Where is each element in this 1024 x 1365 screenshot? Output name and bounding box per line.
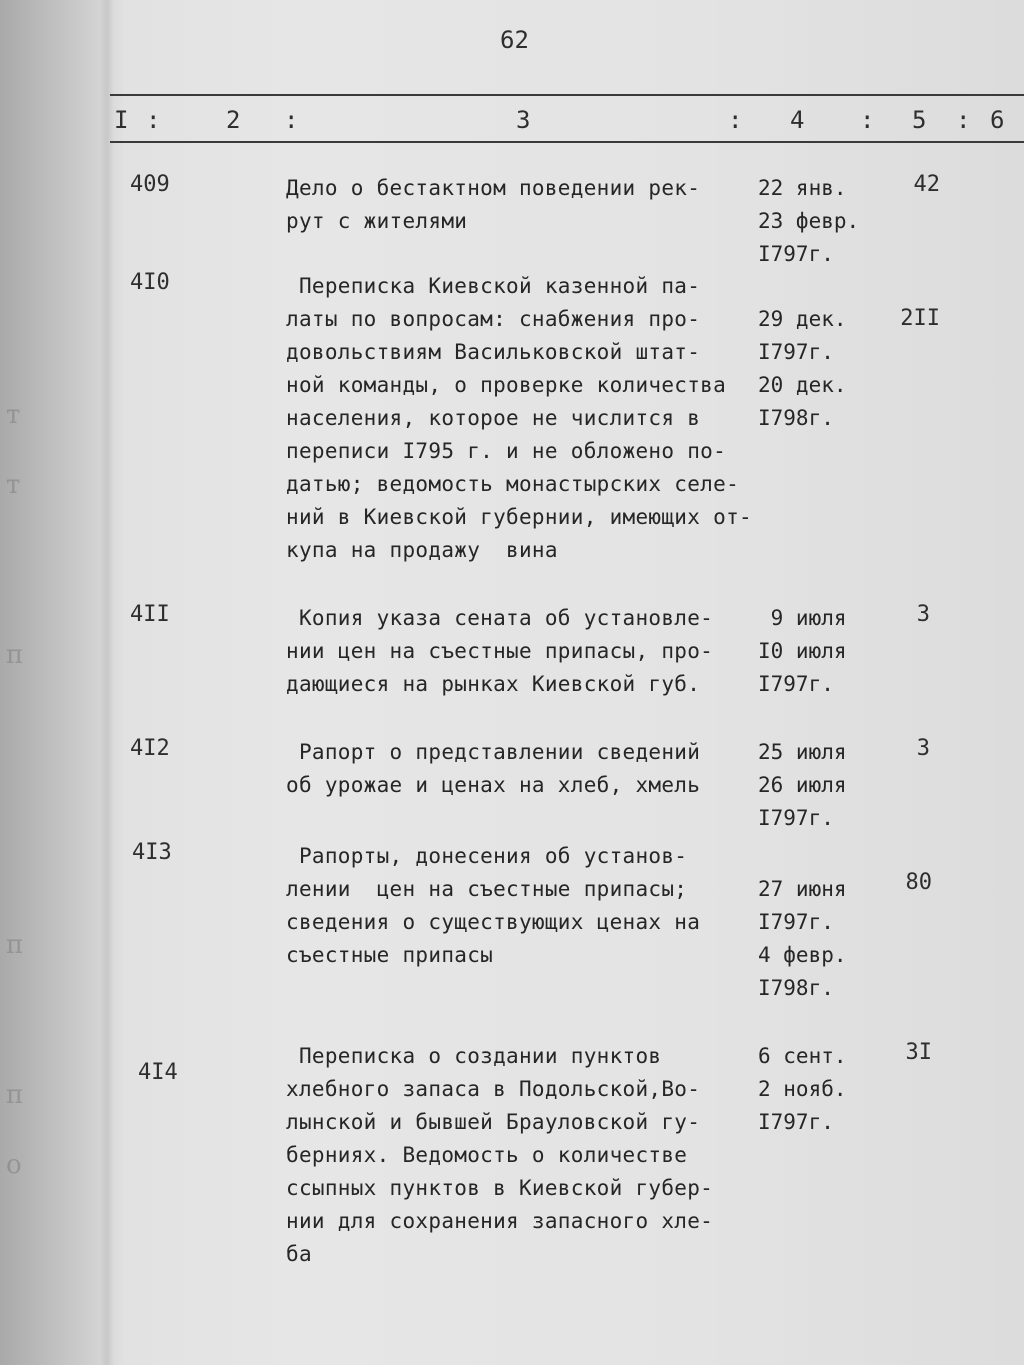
entry-dates: 27 июня I797г. 4 февр. I798г.: [758, 877, 847, 1000]
column-header-1: I: [114, 106, 129, 134]
column-header-5: 5: [912, 106, 927, 134]
bleed-mark: п: [6, 930, 24, 960]
column-separator: :: [728, 106, 743, 134]
column-separator: :: [146, 106, 161, 134]
entry-title: Копия указа сената об установле- нии цен на съестные припасы, про- дающиеся на рынках Киевской губ.: [286, 606, 714, 696]
column-header-6: 6: [990, 106, 1005, 134]
entry-sheet-count: 42: [913, 172, 940, 197]
entry-number: 4I4: [138, 1060, 178, 1085]
bleed-mark: т: [6, 470, 21, 500]
bleed-mark: о: [6, 1150, 22, 1180]
entry-dates: 9 июля I0 июля I797г.: [758, 606, 847, 696]
header-top-rule: [110, 94, 1024, 96]
page-number: 62: [500, 26, 529, 54]
entry-number: 4I3: [132, 840, 172, 865]
entry-dates: 6 сент. 2 нояб. I797г.: [758, 1044, 847, 1134]
entry-number: 4I2: [130, 736, 170, 761]
column-header-3: 3: [516, 106, 531, 134]
entry-dates: 22 янв. 23 февр. I797г.: [758, 176, 860, 266]
entry-title: Рапорты, донесения об установ- лении цен на съестные припасы; сведения о существующих ценах на съестные припасы: [286, 844, 701, 967]
column-separator: :: [956, 106, 971, 134]
entry-sheet-count: 80: [905, 870, 932, 895]
entry-dates: 29 дек. I797г. 20 дек. I798г.: [758, 307, 847, 430]
bleed-mark: п: [6, 640, 24, 670]
entry-dates: 25 июля 26 июля I797г.: [758, 740, 847, 830]
entry-title: Переписка Киевской казенной па- латы по вопросам: снабжения про- довольствиям Васильковской штат- ной команды, о проверке количества населения, которое не числится в переписи I795 г. и не обложено по- датью; ведомость монастырских селе- ний в Киевской губернии, имеющих от- купа на продажу вина: [286, 274, 752, 562]
bleed-mark: т: [6, 400, 21, 430]
entry-sheet-count: 3: [916, 602, 930, 627]
header-bottom-rule: [110, 141, 1024, 143]
column-separator: :: [284, 106, 299, 134]
entry-number: 4I0: [130, 270, 170, 295]
column-separator: :: [860, 106, 875, 134]
entry-sheet-count: 2II: [900, 306, 940, 331]
entry-sheet-count: 3I: [905, 1040, 932, 1065]
entry-title: Переписка о создании пунктов хлебного запаса в Подольской,Во- лынской и бывшей Брауловской гу- берниях. Ведомость о количестве ссыпных пунктов в Киевской губер- нии для сохранения запасного хле- ба: [286, 1044, 714, 1266]
entry-number: 4II: [130, 602, 170, 627]
entry-number: 409: [130, 172, 170, 197]
entry-title: Дело о бестактном поведении рек- рут с жителями: [286, 176, 701, 233]
entry-title: Рапорт о представлении сведений об урожае и ценах на хлеб, хмель: [286, 740, 701, 797]
entry-sheet-count: 3: [916, 736, 930, 761]
column-header-4: 4: [790, 106, 805, 134]
page-fold-shadow: [100, 0, 114, 1365]
bleed-mark: п: [6, 1080, 24, 1110]
column-header-2: 2: [226, 106, 241, 134]
